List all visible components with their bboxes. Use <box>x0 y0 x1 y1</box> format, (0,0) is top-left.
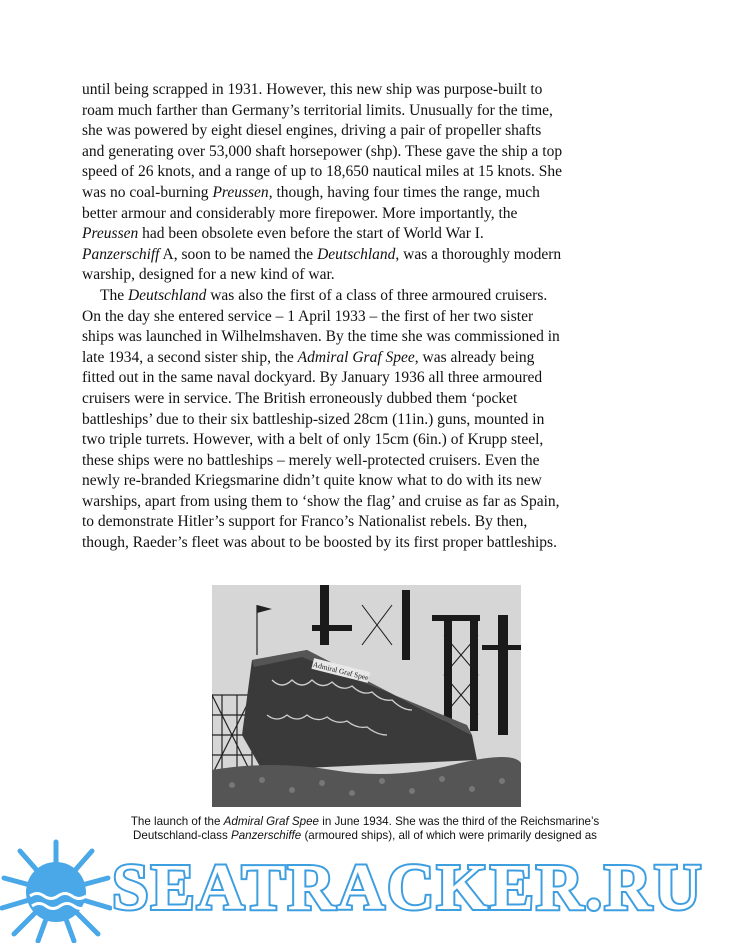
italic-text: Deutschland <box>127 286 207 304</box>
body-line <box>82 471 648 492</box>
text-segment: until being scrapped in 1931. However, this new ship was purpose-built to <box>82 81 543 98</box>
body-line <box>82 307 648 328</box>
text-segment: warships, apart from using them to ‘show the flag’ and cruise as far as Spain, <box>82 492 560 510</box>
text-segment: newly re-branded Kriegsmarine didn’t quite know what to do with its new <box>82 472 542 490</box>
body-line <box>82 245 648 266</box>
ship-launch-illustration <box>212 585 521 807</box>
text-segment: The launch of the <box>130 815 224 828</box>
text-segment: two triple turrets. However, with a belt of only 15cm (6in.) of Krupp steel, <box>82 431 544 449</box>
body-line <box>82 430 648 451</box>
body-line <box>82 121 648 142</box>
text-segment: in June 1934. She was the third of the Reichsmarine’s <box>319 815 600 828</box>
caption-line <box>60 829 670 843</box>
text-segment: The <box>100 286 128 304</box>
text-segment: roam much farther than Germany’s territorial limits. Unusually for the time, <box>82 101 553 119</box>
italic-text: Panzerschiff <box>82 245 160 263</box>
italic-text: Admiral Graf Spee <box>297 348 415 366</box>
body-line <box>82 101 648 122</box>
body-line <box>82 410 648 431</box>
text-segment: A, soon to be named the <box>159 245 318 263</box>
text-segment: had been obsolete even before the start of World War I. <box>138 225 484 243</box>
body-line <box>82 224 648 245</box>
body-line <box>82 512 648 533</box>
text-segment: ships was launched in Wilhelmshaven. By the time she was commissioned in <box>82 328 560 346</box>
body-line <box>82 348 648 369</box>
text-segment: these ships were no battleships – merely well-protected cruisers. Even the <box>82 451 540 469</box>
body-line <box>82 389 648 410</box>
caption-line <box>60 815 670 829</box>
body-line <box>82 265 648 286</box>
body-line <box>82 162 648 183</box>
text-segment: warship, designed for a new kind of war. <box>82 266 335 284</box>
italic-text: Preussen <box>82 225 139 243</box>
hull-name-lettering: Admiral Graf Spee <box>311 659 370 683</box>
text-segment: better armour and considerably more firepower. More importantly, the <box>82 204 518 222</box>
italic-text: Panzerschiffe <box>230 829 302 843</box>
text-segment: fitted out in the same naval dockyard. By January 1936 all three armoured <box>82 369 543 387</box>
body-line <box>82 80 648 101</box>
text-segment: , was a thoroughly modern <box>395 245 562 263</box>
body-line <box>82 492 648 513</box>
italic-text: Deutschland <box>317 245 396 263</box>
text-segment: was also the first of a class of three armoured cruisers. <box>206 286 548 304</box>
italic-text: Admiral Graf Spee <box>223 815 320 828</box>
text-segment: and generating over 53,000 shaft horsepower (shp). These gave the ship a top <box>82 142 563 160</box>
text-segment: speed of 26 knots, and a range of up to 18,650 nautical miles at 15 knots. She <box>82 163 562 181</box>
body-line <box>82 204 648 225</box>
body-line <box>82 183 648 204</box>
ship-launch-photo <box>212 585 521 807</box>
text-segment: was no coal-burning <box>82 183 213 201</box>
body-line <box>82 142 648 163</box>
watermark-sun-icon <box>0 836 112 943</box>
text-segment: to demonstrate Hitler’s support for Franco’s Nationalist rebels. By then, <box>82 513 528 531</box>
text-segment: battleships’ due to their six battleship-sized 28cm (11in.) guns, mounted in <box>82 410 545 428</box>
photo-caption <box>60 815 670 844</box>
watermark-text: SEATRACKER.RU <box>112 851 704 924</box>
text-segment: , was already being <box>414 348 535 366</box>
text-segment: she was powered by eight diesel engines, driving a pair of propeller shafts <box>82 122 542 140</box>
body-line <box>82 327 648 348</box>
body-line <box>82 451 648 472</box>
italic-text: Preussen <box>212 183 269 201</box>
text-segment: late 1934, a second sister ship, the <box>82 348 298 366</box>
text-segment: (armoured ships), all of which were primarily designed as <box>301 829 597 843</box>
body-line <box>82 533 648 554</box>
text-segment: though, Raeder’s fleet was about to be boosted by its first proper battleships. <box>82 534 557 552</box>
body-line <box>82 286 648 307</box>
text-segment: cruisers were in service. The British erroneously dubbed them ‘pocket <box>82 389 518 407</box>
text-segment: On the day she entered service – 1 April 1933 – the first of her two sister <box>82 307 534 325</box>
body-text <box>82 80 648 554</box>
text-segment: Deutschland-class <box>133 829 231 843</box>
body-line <box>82 368 648 389</box>
text-segment: , though, having four times the range, much <box>268 183 540 201</box>
